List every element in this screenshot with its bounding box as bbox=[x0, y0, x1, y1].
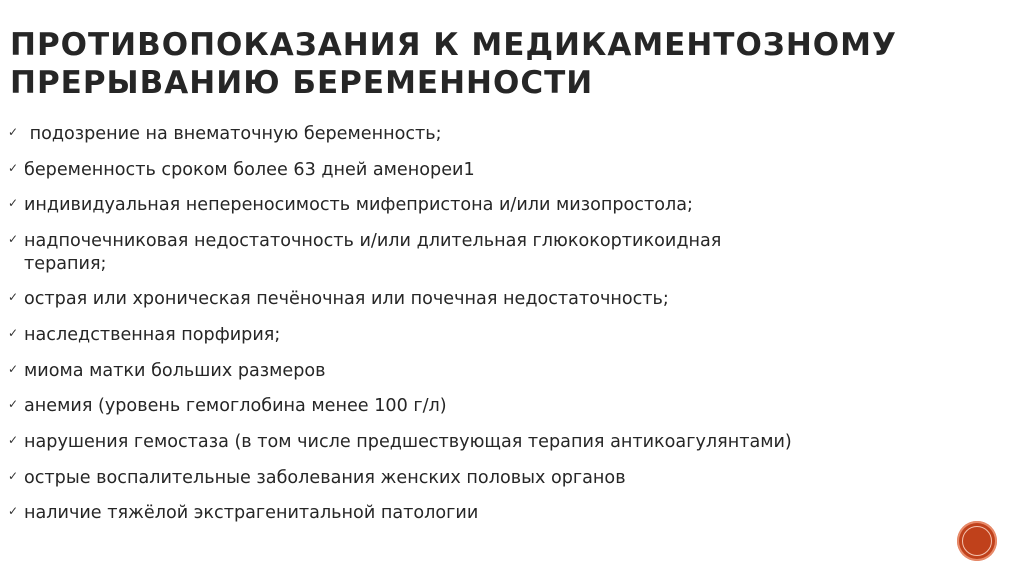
slide-title-line-1: ПРОТИВОПОКАЗАНИЯ К МЕДИКАМЕНТОЗНОМУ bbox=[10, 27, 897, 63]
list-item bbox=[8, 467, 1008, 490]
list-item bbox=[8, 431, 1008, 454]
list-item-text: острые воспалительные заболевания женских половых органов bbox=[24, 467, 626, 488]
checkmark-icon: ✓ bbox=[8, 361, 19, 376]
list-item-text: нарушения гемостаза (в том числе предшествующая терапия антикоагулянтами) bbox=[24, 432, 792, 452]
list-item-text: подозрение на внематочную беременность; bbox=[24, 124, 442, 144]
list-item bbox=[8, 230, 1008, 275]
slide-title bbox=[10, 26, 1010, 102]
slide-nav-circle-icon[interactable] bbox=[957, 521, 997, 561]
list-item-text: миома матки больших размеров bbox=[24, 360, 326, 381]
list-item bbox=[8, 395, 1008, 418]
checkmark-icon: ✓ bbox=[8, 196, 19, 211]
checkmark-icon: ✓ bbox=[8, 232, 19, 247]
list-item bbox=[8, 194, 1008, 217]
checkmark-icon: ✓ bbox=[8, 290, 19, 305]
list-item bbox=[8, 360, 1008, 383]
list-item-text-line-2: терапия; bbox=[24, 253, 107, 274]
list-item-text: острая или хроническая печёночная или почечная недостаточность; bbox=[24, 289, 669, 310]
list-item bbox=[8, 288, 1008, 311]
checkmark-icon: ✓ bbox=[8, 160, 19, 175]
list-item-text: анемия (уровень гемоглобина менее 100 г/л) bbox=[24, 396, 447, 417]
list-item-text: индивидуальная непереносимость мифепристона и/или мизопростола; bbox=[24, 195, 693, 216]
list-item-text: наличие тяжёлой экстрагенитальной патологии bbox=[24, 503, 479, 524]
list-item-text: наследственная порфирия; bbox=[24, 324, 281, 345]
checkmark-icon: ✓ bbox=[8, 504, 19, 519]
bullet-list bbox=[8, 123, 1008, 538]
checkmark-icon: ✓ bbox=[8, 397, 19, 412]
list-item-text-line-1: надпочечниковая недостаточность и/или длительная глюкокортикоидная bbox=[24, 231, 722, 252]
list-item bbox=[8, 159, 1008, 182]
list-item bbox=[8, 502, 1008, 525]
checkmark-icon: ✓ bbox=[8, 325, 19, 340]
list-item-text: беременность сроком более 63 дней аменореи1 bbox=[24, 159, 475, 180]
checkmark-icon: ✓ bbox=[8, 433, 19, 447]
list-item bbox=[8, 324, 1008, 347]
slide-title-line-2: ПРЕРЫВАНИЮ БЕРЕМЕННОСТИ bbox=[10, 65, 594, 101]
checkmark-icon: ✓ bbox=[8, 468, 19, 483]
list-item bbox=[8, 123, 1008, 146]
slide-nav-ring bbox=[962, 526, 992, 556]
checkmark-icon: ✓ bbox=[8, 125, 19, 139]
list-item-text bbox=[24, 230, 721, 275]
